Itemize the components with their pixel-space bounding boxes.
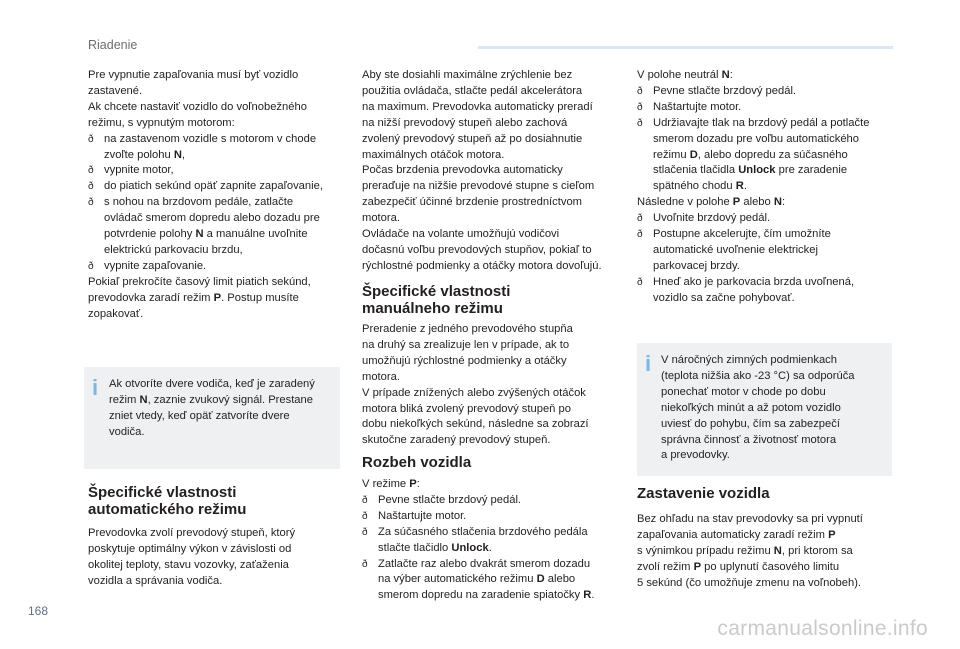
intro-text: Pre vypnutie zapaľovania musí byť vozidlo zastavené. [88, 69, 299, 97]
arrow-bullet-icon: ð [362, 526, 368, 538]
page-number: 168 [28, 604, 49, 618]
paddles-text: Ovládače na volante umožňujú vodičovi dočasnú voľbu prevodových stupňov, pokiaľ to rýchlostné podmienky a otáčky motora dovoľujú. [362, 228, 602, 272]
column-3 [637, 68, 899, 307]
arrow-bullet-icon: ð [88, 197, 94, 209]
list-item: ð Pevne stlačte brzdový pedál. [637, 84, 899, 100]
arrow-bullet-icon: ð [362, 510, 368, 522]
info-box-door [84, 367, 340, 469]
info-box-winter [637, 343, 892, 476]
list-item: ð na zastavenom vozidle s motorom v chode zvoľte polohu N, [88, 132, 317, 161]
list-item: ð Uvoľnite brzdový pedál. [637, 211, 899, 227]
list-item: ð vypnite zapaľovanie. [88, 259, 350, 275]
arrow-bullet-icon: ð [362, 494, 368, 506]
list-item: ð Za súčasného stlačenia brzdového pedála stlačte tlačidlo Unlock. [362, 525, 588, 554]
manual-mode-text-2: V prípade znížených alebo zvýšených otáčok motora bliká zvolený prevodový stupeň po dobu niekoľkých sekúnd, následne sa zobrazí skutočne zaradený prevodový stupeň. [362, 386, 589, 447]
arrow-bullet-icon: ð [88, 260, 94, 272]
arrow-bullet-icon: ð [637, 276, 643, 288]
info-icon: i [645, 351, 652, 376]
heading-automatic-mode: Špecifické vlastnosti automatického režimu [88, 484, 247, 518]
manual-mode-section [362, 322, 628, 449]
mode-p-text: V režime P: [362, 478, 420, 490]
intro-text-2: Ak chcete nastaviť vozidlo do voľnobežného režimu, s vypnutým motorom: [88, 100, 307, 129]
list-item: ð Hneď ako je parkovacia brzda uvoľnená, vozidlo sa začne pohybovať. [637, 275, 855, 304]
column-1 [88, 68, 350, 323]
list-item: ð Udržiavajte tlak na brzdový pedál a potlačte smerom dozadu pre voľbu automatického režimu D, alebo dopredu za súčasného stlačenia tlačidla Unlock pre zaradenie spätného chodu R. [637, 116, 870, 193]
list-item: ð do piatich sekúnd opäť zapnite zapaľovanie, [88, 179, 350, 195]
heading-stopping: Zastavenie vozidla [637, 485, 770, 502]
neutral-text: V polohe neutrál N: [637, 69, 733, 81]
header-rule [478, 46, 893, 49]
list-item: ð Naštartujte motor. [362, 509, 628, 525]
arrow-bullet-icon: ð [637, 85, 643, 97]
heading-manual-mode: Špecifické vlastnosti manuálneho režimu [362, 283, 511, 317]
arrow-bullet-icon: ð [362, 558, 368, 570]
arrow-bullet-icon: ð [637, 117, 643, 129]
stopping-text: Bez ohľadu na stav prevodovky sa pri vypnutí zapaľovania automaticky zaradí režim P s výnimkou prípadu režimu N, pri ktorom sa zvolí režim P po uplynutí časového limitu 5 sekúnd (čo umožňuje zmenu na voľnobeh). [637, 513, 863, 589]
list-item: ð Postupne akcelerujte, čím umožníte automatické uvoľnenie elektrickej parkovacej brzdy. [637, 228, 831, 272]
heading-starting: Rozbeh vozidla [362, 454, 472, 471]
arrow-bullet-icon: ð [88, 181, 94, 193]
info-text: Ak otvoríte dvere vodiča, keď je zaradený režim N, zaznie zvukový signál. Prestane zniet vtedy, keď opäť zatvoríte dvere vodiča. [109, 378, 315, 438]
arrow-bullet-icon: ð [88, 133, 94, 145]
outro-text: Pokiaľ prekročíte časový limit piatich sekúnd, prevodovka zaradí režim P. Postup musíte zopakovať. [88, 275, 311, 320]
list-item: ð s nohou na brzdovom pedále, zatlačte ovládač smerom dopredu alebo dozadu pre potvrdenie polohy N a manuálne uvoľnite elektrickú parkovaciu brzdu, [88, 196, 320, 256]
braking-text: Počas brzdenia prevodovka automaticky preraďuje na nižšie prevodové stupne s cieľom zabezpečiť účinné brzdenie prostredníctvom motora. [362, 164, 595, 225]
list-item: ð Zatlačte raz alebo dvakrát smerom dozadu na výber automatického režimu D alebo smerom dopredu na zaradenie spiatočky R. [362, 557, 595, 602]
automatic-mode-text: Prevodovka zvolí prevodový stupeň, ktorý poskytuje optimálny výkon v závislosti od okolitej teploty, stavu vozovky, zaťaženia vozidla a správania vodiča. [88, 527, 296, 587]
info-icon: i [92, 375, 99, 400]
list-item: ð Pevne stlačte brzdový pedál. [362, 493, 628, 509]
acceleration-text: Aby ste dosiahli maximálne zrýchlenie bez použitia ovládača, stlačte pedál akcelerátora na maximum. Prevodovka automaticky preradí na nižší prevodový stupeň alebo zachová zvolený prevodový stupeň až po dosiahnutie maximálnych otáčok motora. [362, 69, 593, 161]
arrow-bullet-icon: ð [637, 101, 643, 113]
list-item: ð Naštartujte motor. [637, 100, 899, 116]
section-title: Riadenie [88, 38, 138, 52]
next-text: Následne v polohe P alebo N: [637, 196, 786, 209]
list-item: ð vypnite motor, [88, 163, 350, 179]
arrow-bullet-icon: ð [637, 229, 643, 241]
manual-mode-text: Preradenie z jedného prevodového stupňa na druhý sa zrealizuje len v prípade, ak to umožňujú rýchlostné podmienky a otáčky motora. [362, 323, 573, 383]
starting-section [362, 477, 628, 604]
watermark: carmanualsonline.info [717, 617, 928, 640]
arrow-bullet-icon: ð [88, 165, 94, 177]
column-2 [362, 68, 628, 275]
info-text: V náročných zimných podmienkach (teplota nižšia ako -23 °C) sa odporúča ponechať motor v chode po dobu niekoľkých minút a až potom vozidlo uviesť do pohybu, čím sa zabezpečí správna činnosť a životnosť motora a prevodovky. [661, 354, 855, 462]
arrow-bullet-icon: ð [637, 213, 643, 225]
